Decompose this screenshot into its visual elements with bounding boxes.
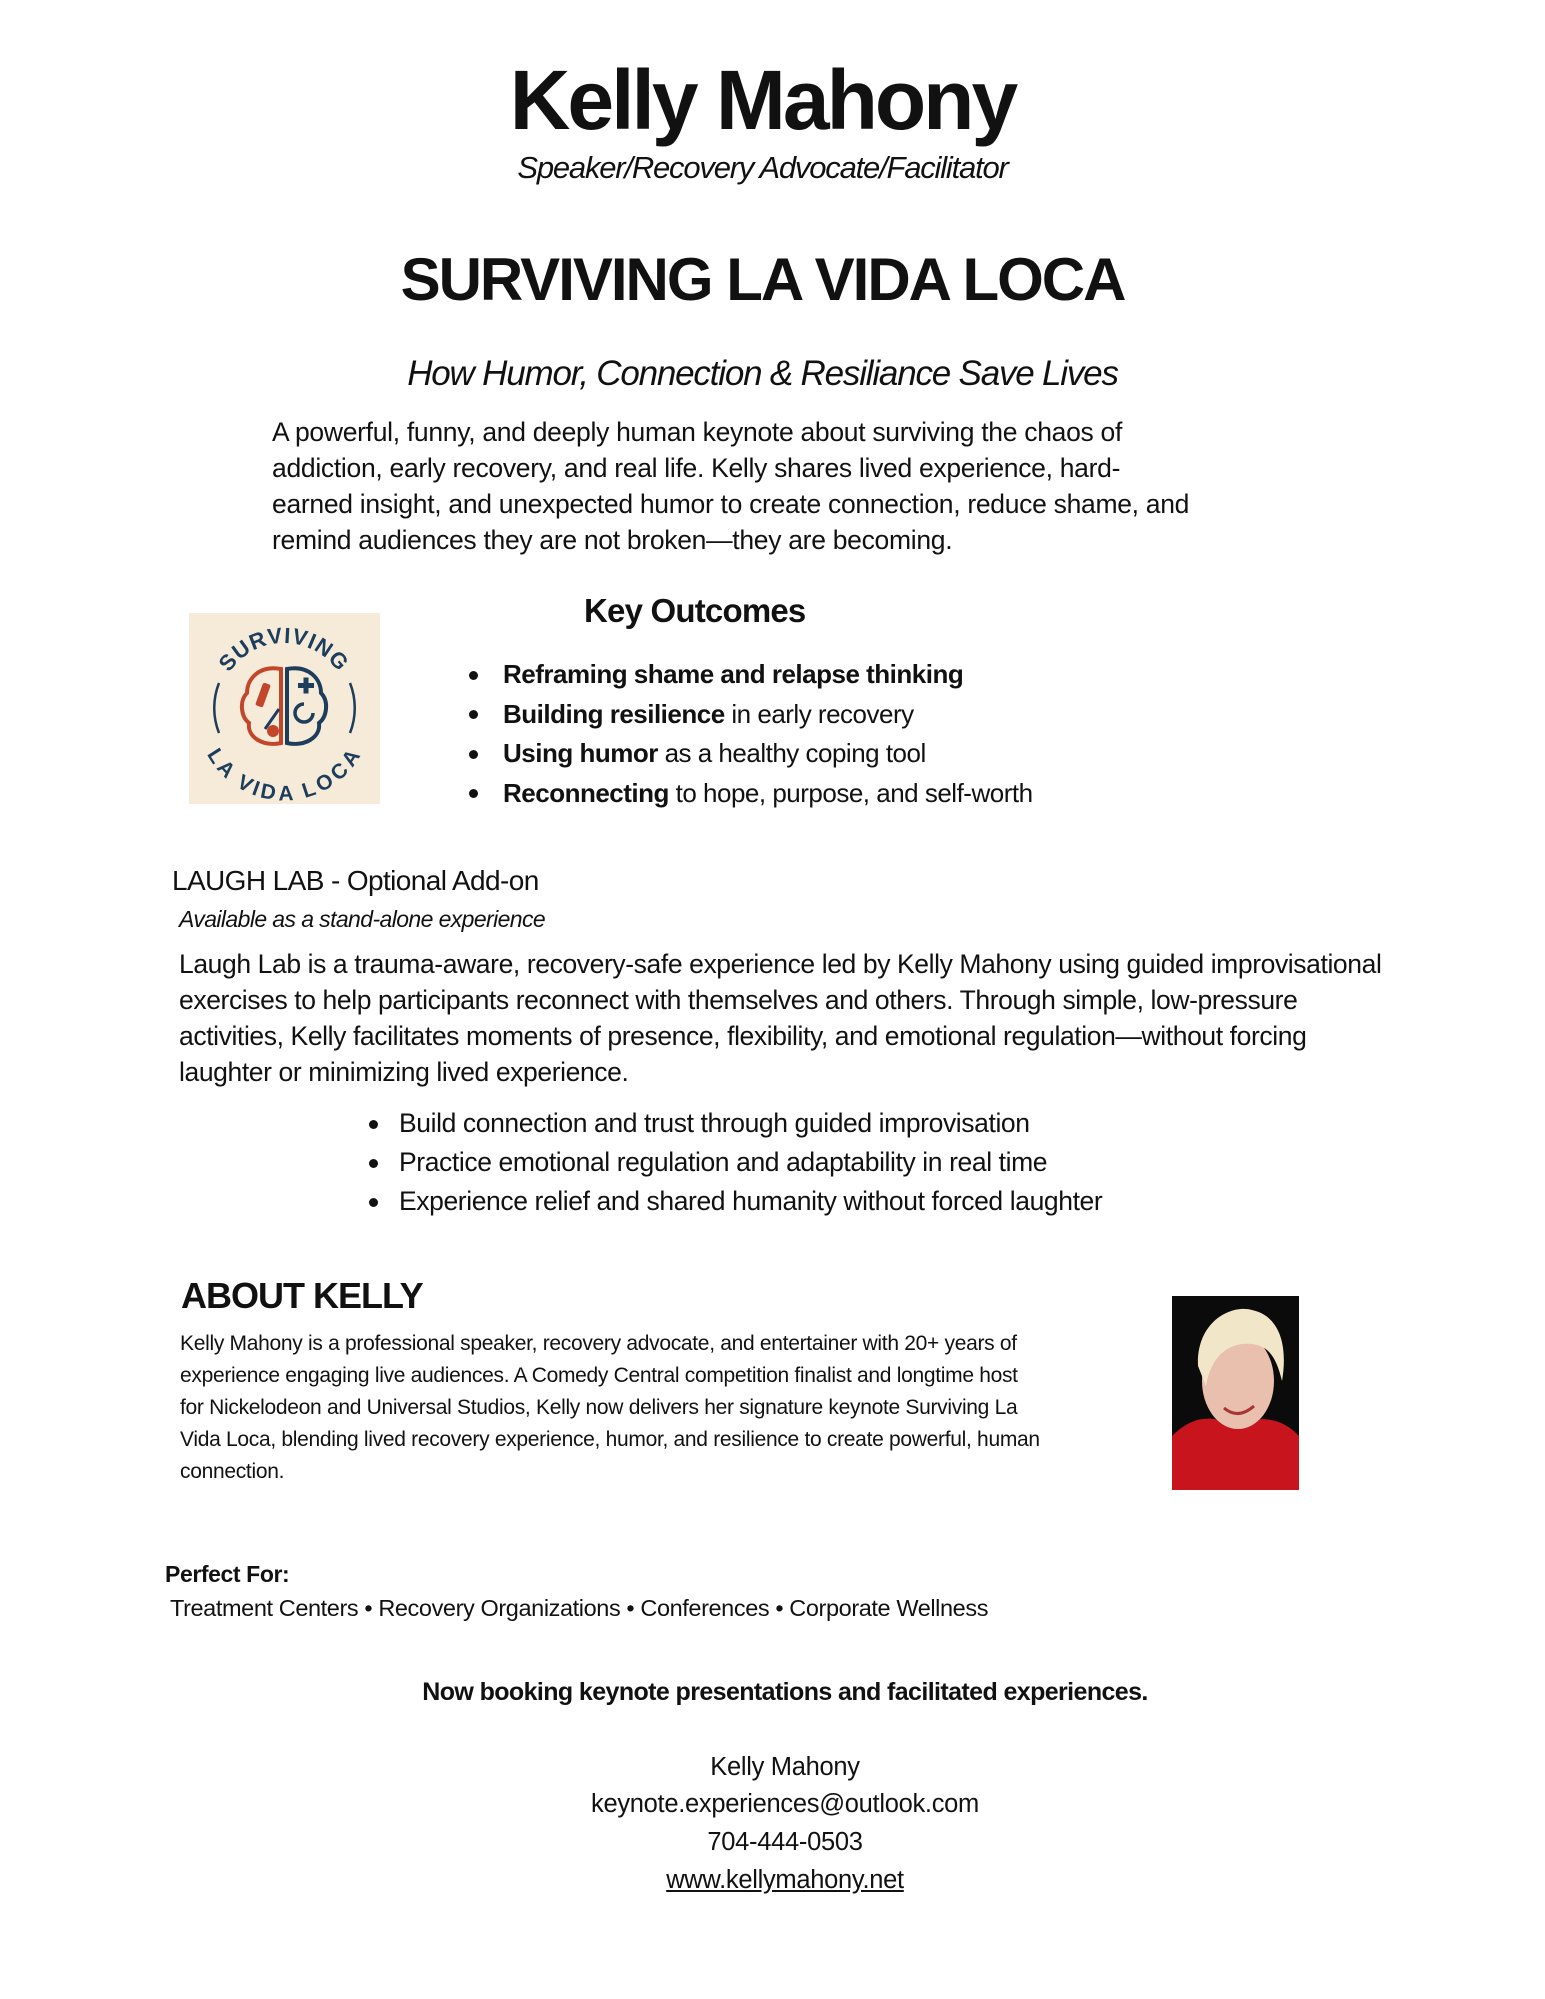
outcome-rest: in early recovery — [724, 698, 914, 729]
about-heading: ABOUT KELLY — [181, 1275, 423, 1316]
intro-line: earned insight, and unexpected humor to create connection, reduce shame, and — [272, 489, 1190, 519]
list-item — [503, 655, 1033, 695]
paragraph-line: Kelly Mahony is a professional speaker, recovery advocate, and entertainer with 20+ years of — [180, 1332, 1017, 1355]
surviving-la-vida-loca-logo — [189, 613, 380, 804]
website-link[interactable]: www.kellymahony.net — [666, 1866, 904, 1894]
speaker-role: Speaker/Recovery Advocate/Facilitator — [517, 150, 1008, 185]
speaker-photo — [1172, 1296, 1299, 1490]
speaker-name: Kelly Mahony — [509, 53, 1016, 147]
intro-line: A powerful, funny, and deeply human keynote about surviving the chaos of — [272, 417, 1123, 447]
laugh-lab-heading: LAUGH LAB - Optional Add-on — [172, 865, 539, 896]
paragraph-line: Laugh Lab is a trauma-aware, recovery-safe experience led by Kelly Mahony using guided improvisational — [179, 949, 1382, 979]
paragraph-line: experience engaging live audiences. A Comedy Central competition finalist and longtime host — [180, 1364, 1018, 1387]
list-item — [503, 734, 1033, 774]
paragraph-line: connection. — [180, 1460, 285, 1483]
intro-line: addiction, early recovery, and real life. Kelly shares lived experience, hard- — [272, 453, 1121, 483]
list-item: Practice emotional regulation and adaptability in real time — [399, 1143, 1102, 1182]
paragraph-line: for Nickelodeon and Universal Studios, Kelly now delivers her signature keynote Surviving La — [180, 1396, 1018, 1419]
contact-name: Kelly Mahony — [710, 1753, 860, 1781]
outcome-rest: to hope, purpose, and self-worth — [668, 777, 1033, 808]
outcome-bold: Building resilience — [503, 698, 725, 729]
list-item — [503, 774, 1033, 814]
contact-website — [0, 1866, 1545, 1895]
intro-paragraph — [272, 414, 1189, 558]
list-item: Build connection and trust through guided improvisation — [399, 1104, 1102, 1143]
laugh-lab-paragraph — [179, 946, 1381, 1090]
intro-line: remind audiences they are not broken—they are becoming. — [272, 525, 953, 555]
svg-text:SURVIVING: SURVIVING — [213, 622, 355, 676]
paragraph-line: Vida Loca, blending lived recovery experience, humor, and resilience to create powerful, human — [180, 1428, 1040, 1451]
list-item — [503, 695, 1033, 735]
outcome-bold: Reconnecting — [503, 777, 669, 808]
outcome-bold: Reframing shame and relapse thinking — [503, 659, 964, 689]
laugh-lab-benefits — [399, 1104, 1102, 1221]
paragraph-line: exercises to help participants reconnect with themselves and others. Through simple, low-pressure — [179, 985, 1298, 1015]
paragraph-line: laughter or minimizing lived experience. — [179, 1057, 629, 1087]
perfect-for-list: Treatment Centers • Recovery Organizations • Conferences • Corporate Wellness — [170, 1595, 989, 1621]
key-outcomes-list — [503, 655, 1033, 813]
outcome-bold: Using humor — [503, 738, 658, 768]
contact-email[interactable]: keynote.experiences@outlook.com — [591, 1790, 979, 1818]
key-outcomes-heading: Key Outcomes — [584, 592, 806, 629]
list-item: Experience relief and shared humanity without forced laughter — [399, 1182, 1102, 1221]
outcome-rest: as a healthy coping tool — [657, 738, 926, 768]
laugh-lab-subtitle: Available as a stand-alone experience — [179, 906, 546, 932]
booking-note: Now booking keynote presentations and facilitated experiences. — [422, 1678, 1148, 1706]
perfect-for-heading: Perfect For: — [165, 1561, 290, 1587]
contact-phone: 704-444-0503 — [707, 1828, 863, 1856]
paragraph-line: activities, Kelly facilitates moments of presence, flexibility, and emotional regulation—without forcing — [179, 1021, 1307, 1051]
svg-text:LA VIDA LOCA: LA VIDA LOCA — [202, 744, 366, 804]
keynote-tagline: How Humor, Connection & Resiliance Save Lives — [407, 354, 1118, 393]
keynote-title: SURVIVING LA VIDA LOCA — [400, 246, 1125, 313]
about-paragraph — [180, 1328, 1040, 1488]
